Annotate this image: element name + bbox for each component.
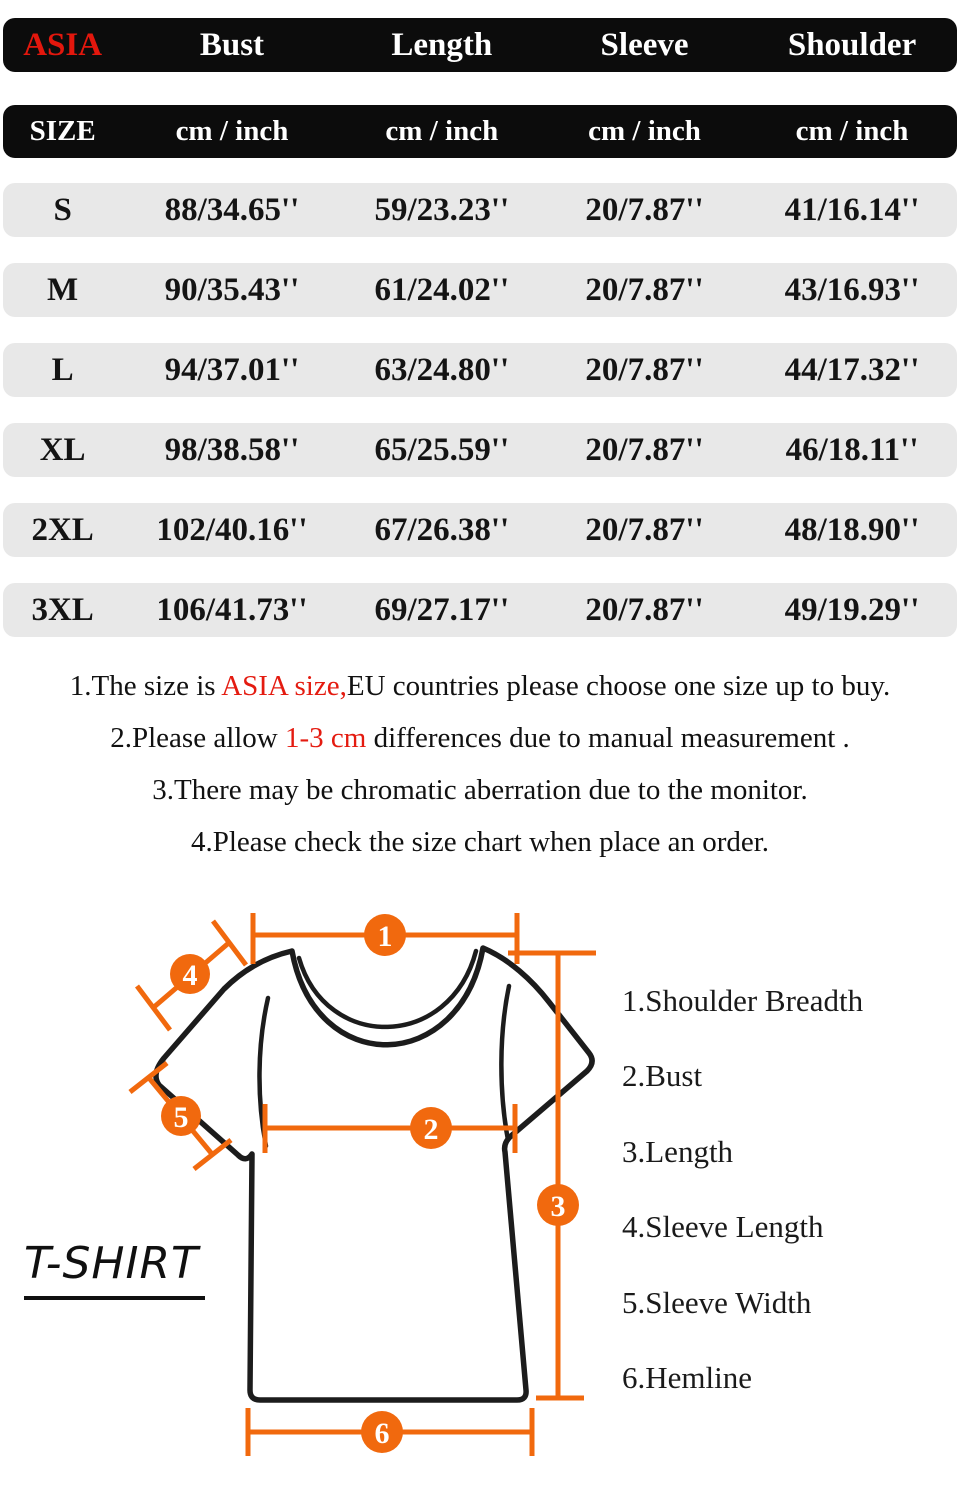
product-type-label: T-SHIRT — [24, 1238, 205, 1300]
length-value: 61/24.02'' — [374, 271, 510, 308]
marker-1-number: 1 — [377, 920, 393, 953]
sleeve-value: 20/7.87'' — [585, 511, 704, 548]
size-value: S — [53, 191, 72, 228]
col-header-shoulder: Shoulder — [787, 26, 917, 63]
sleeve-value: 20/7.87'' — [585, 351, 704, 388]
table-row — [3, 343, 957, 397]
note-line — [0, 816, 960, 868]
tshirt-outline — [156, 948, 592, 1400]
size-column-label: SIZE — [29, 115, 96, 147]
region-label: ASIA — [23, 26, 103, 63]
sleeve-value: 20/7.87'' — [585, 191, 704, 228]
note-text-highlight: ASIA size, — [221, 670, 347, 702]
table-row — [3, 423, 957, 477]
bust-value: 106/41.73'' — [156, 591, 308, 628]
bust-value: 88/34.65'' — [164, 191, 300, 228]
size-value: 3XL — [31, 591, 94, 628]
bust-value: 102/40.16'' — [156, 511, 308, 548]
marker-4 — [170, 954, 210, 994]
legend-item: 5.Sleeve Width — [622, 1284, 812, 1320]
col-header-bust: Bust — [199, 26, 265, 63]
marker-2 — [410, 1107, 452, 1149]
note-line — [0, 660, 960, 712]
sleeve-value: 20/7.87'' — [585, 431, 704, 468]
marker-6 — [361, 1411, 403, 1453]
note-text-highlight: 1-3 cm — [285, 722, 367, 754]
note-text: 3.There may be chromatic aberration due to the monitor. — [152, 774, 808, 806]
marker-3 — [537, 1184, 579, 1226]
length-value: 69/27.17'' — [374, 591, 510, 628]
sleeve-value: 20/7.87'' — [585, 591, 704, 628]
marker-2-number: 2 — [423, 1113, 439, 1146]
unit-label: cm / inch — [175, 115, 289, 147]
shoulder-value: 49/19.29'' — [784, 591, 920, 628]
unit-label: cm / inch — [588, 115, 701, 147]
size-value: M — [47, 271, 79, 308]
measurement-legend — [622, 963, 863, 1416]
marker-1 — [364, 914, 406, 956]
legend-item: 1.Shoulder Breadth — [622, 982, 864, 1018]
marker-5 — [161, 1096, 201, 1136]
col-header-length: Length — [391, 26, 493, 63]
legend-item: 4.Sleeve Length — [622, 1209, 824, 1245]
size-table — [3, 18, 957, 663]
col-header-sleeve: Sleeve — [600, 26, 689, 63]
table-row — [3, 583, 957, 637]
note-line — [0, 764, 960, 816]
shoulder-value: 43/16.93'' — [784, 271, 920, 308]
sleeve-value: 20/7.87'' — [585, 271, 704, 308]
unit-label: cm / inch — [795, 115, 909, 147]
size-value: XL — [39, 431, 86, 468]
length-value: 63/24.80'' — [374, 351, 510, 388]
table-row — [3, 503, 957, 557]
shoulder-value: 46/18.11'' — [785, 431, 919, 468]
bust-value: 98/38.58'' — [164, 431, 300, 468]
legend-item: 6.Hemline — [622, 1360, 752, 1396]
marker-6-number: 6 — [374, 1417, 390, 1450]
size-value: L — [51, 351, 74, 388]
note-text: 1.The size is — [69, 670, 222, 702]
legend-item: 2.Bust — [622, 1058, 703, 1094]
table-units-row — [3, 105, 957, 158]
bust-value: 90/35.43'' — [164, 271, 300, 308]
unit-label: cm / inch — [385, 115, 499, 147]
marker-3-number: 3 — [550, 1190, 566, 1223]
marker-5-number: 5 — [173, 1101, 189, 1134]
shoulder-value: 41/16.14'' — [784, 191, 920, 228]
table-row — [3, 183, 957, 237]
length-value: 65/25.59'' — [374, 431, 510, 468]
note-text: EU countries please choose one size up to buy. — [346, 670, 891, 702]
table-header-row — [3, 18, 957, 72]
marker-4-number: 4 — [182, 959, 198, 992]
bust-value: 94/37.01'' — [164, 351, 300, 388]
note-text: differences due to manual measurement . — [366, 722, 850, 754]
notes-block — [0, 660, 960, 868]
shoulder-value: 44/17.32'' — [784, 351, 920, 388]
table-row — [3, 263, 957, 317]
note-line — [0, 712, 960, 764]
shoulder-value: 48/18.90'' — [784, 511, 920, 548]
size-value: 2XL — [31, 511, 94, 548]
note-text: 4.Please check the size chart when place an order. — [190, 826, 770, 858]
length-value: 67/26.38'' — [374, 511, 510, 548]
length-value: 59/23.23'' — [374, 191, 510, 228]
legend-item: 3.Length — [622, 1133, 734, 1169]
note-text: 2.Please allow — [110, 722, 285, 754]
